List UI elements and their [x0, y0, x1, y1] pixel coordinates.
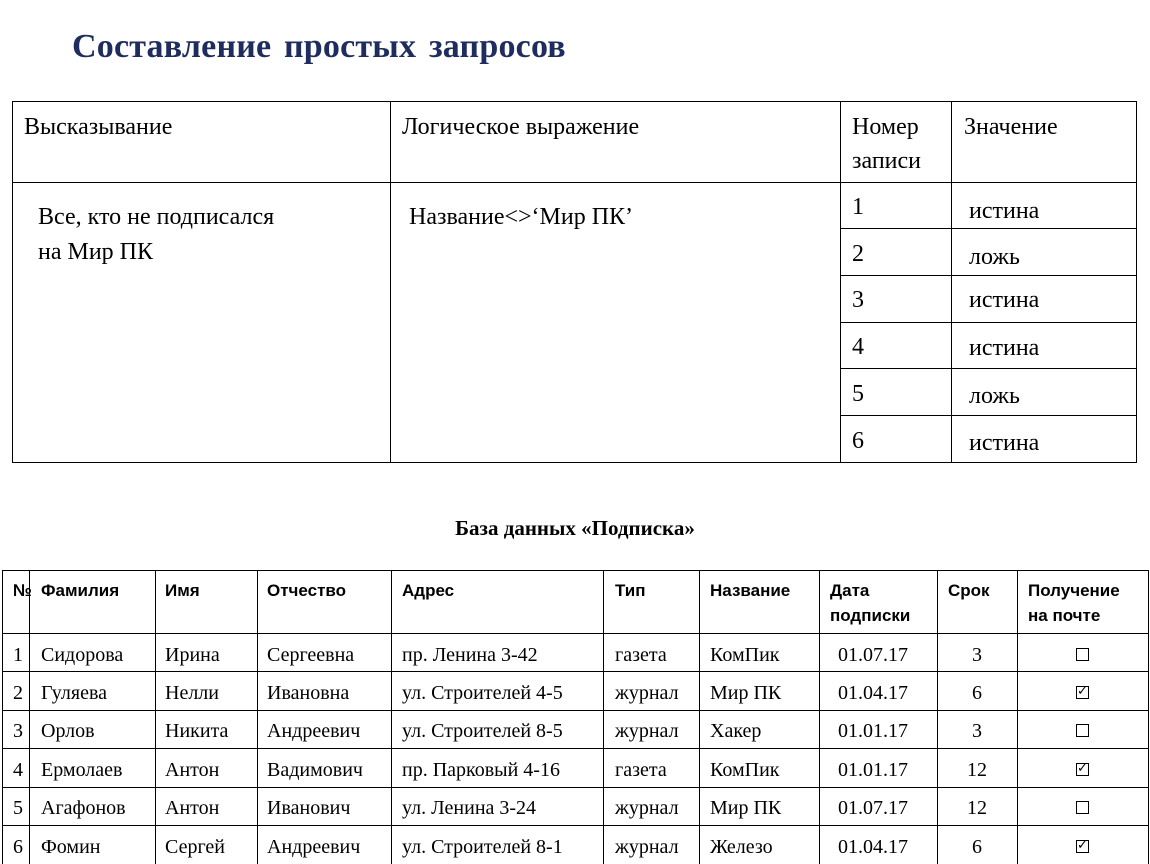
cell-surname: Агафонов	[41, 797, 126, 819]
record-value: истина	[969, 198, 1040, 224]
cell-name: Ирина	[165, 644, 220, 666]
cell-num: 1	[13, 644, 23, 666]
divider	[3, 787, 1148, 788]
header-statement: Высказывание	[24, 114, 173, 140]
cell-title: Мир ПК	[710, 797, 782, 819]
header-mail-line2: на почте	[1028, 606, 1101, 625]
divider	[840, 322, 1136, 323]
statement-line2: на Мир ПК	[38, 239, 154, 265]
cell-date: 01.01.17	[838, 720, 908, 742]
db-title: База данных «Подписка»	[455, 516, 695, 540]
mail-checkbox-checked-icon[interactable]: ✓	[1077, 761, 1088, 776]
header-type: Тип	[615, 581, 646, 600]
cell-address: ул. Строителей 4-5	[402, 682, 563, 704]
mail-checkbox-checked-icon[interactable]: ✓	[1077, 684, 1088, 699]
cell-type: газета	[615, 644, 667, 666]
cell-num: 4	[13, 759, 23, 781]
statement-line1: Все, кто не подписался	[38, 204, 275, 230]
cell-patronymic: Андреевич	[267, 836, 361, 858]
record-value: истина	[969, 430, 1040, 456]
cell-num: 5	[13, 797, 23, 819]
cell-date: 01.01.17	[838, 759, 908, 781]
cell-type: газета	[615, 759, 667, 781]
header-patronymic: Отчество	[267, 581, 347, 600]
record-value: истина	[969, 287, 1040, 313]
cell-patronymic: Ивановна	[267, 682, 350, 704]
header-address: Адрес	[402, 581, 455, 600]
cell-address: ул. Строителей 8-1	[402, 836, 563, 858]
cell-patronymic: Андреевич	[267, 720, 361, 742]
cell-surname: Гуляева	[41, 682, 108, 704]
cell-type: журнал	[615, 682, 679, 704]
divider	[257, 571, 258, 864]
cell-name: Антон	[165, 797, 220, 819]
header-num: №	[13, 581, 32, 600]
divider	[1017, 571, 1018, 864]
divider	[840, 368, 1136, 369]
header-value: Значение	[964, 114, 1058, 140]
divider	[3, 671, 1148, 672]
divider	[391, 571, 392, 864]
divider	[840, 228, 1136, 229]
divider	[390, 102, 391, 462]
cell-title: КомПик	[710, 759, 780, 781]
divider	[951, 102, 952, 462]
cell-term: 6	[972, 836, 982, 858]
divider	[3, 825, 1148, 826]
cell-address: ул. Ленина 3-24	[402, 797, 537, 819]
record-value: истина	[969, 335, 1040, 361]
mail-checkbox-unchecked-icon[interactable]	[1076, 648, 1089, 661]
cell-date: 01.07.17	[838, 644, 908, 666]
cell-title: Хакер	[710, 720, 762, 742]
cell-num: 2	[13, 682, 23, 704]
cell-surname: Фомин	[41, 836, 101, 858]
cell-term: 12	[967, 797, 987, 819]
cell-term: 3	[972, 644, 982, 666]
cell-surname: Сидорова	[41, 644, 124, 666]
mail-checkbox-checked-icon[interactable]: ✓	[1077, 838, 1088, 853]
cell-surname: Орлов	[41, 720, 95, 742]
divider	[3, 710, 1148, 711]
cell-patronymic: Вадимович	[267, 759, 363, 781]
cell-type: журнал	[615, 797, 679, 819]
cell-patronymic: Сергеевна	[267, 644, 355, 666]
header-date-line1: Дата	[830, 581, 870, 600]
header-expression: Логическое выражение	[402, 114, 640, 140]
header-title: Название	[710, 581, 791, 600]
cell-term: 12	[967, 759, 987, 781]
divider	[840, 415, 1136, 416]
cell-date: 01.04.17	[838, 682, 908, 704]
record-number: 6	[852, 428, 864, 454]
query-table	[12, 101, 1137, 463]
cell-name: Антон	[165, 759, 220, 781]
cell-term: 3	[972, 720, 982, 742]
cell-type: журнал	[615, 720, 679, 742]
header-date-line2: подписки	[830, 606, 911, 625]
divider	[699, 571, 700, 864]
header-mail-line1: Получение	[1028, 581, 1120, 600]
cell-title: Железо	[710, 836, 773, 858]
cell-name: Никита	[165, 720, 229, 742]
cell-date: 01.04.17	[838, 836, 908, 858]
header-record-no-line1: Номер	[852, 114, 919, 140]
divider	[819, 571, 820, 864]
record-number: 3	[852, 287, 864, 313]
divider	[29, 571, 30, 864]
header-name: Имя	[165, 581, 200, 600]
cell-term: 6	[972, 682, 982, 704]
cell-address: ул. Строителей 8-5	[402, 720, 563, 742]
header-surname: Фамилия	[41, 581, 120, 600]
record-number: 5	[852, 381, 864, 407]
divider	[155, 571, 156, 864]
cell-title: Мир ПК	[710, 682, 782, 704]
cell-address: пр. Парковый 4-16	[402, 759, 560, 781]
cell-date: 01.07.17	[838, 797, 908, 819]
divider	[3, 633, 1148, 634]
divider	[840, 102, 841, 462]
page-title: Составление простых запросов	[72, 28, 566, 65]
record-number: 2	[852, 241, 864, 267]
divider	[13, 182, 1136, 183]
divider	[3, 748, 1148, 749]
cell-num: 3	[13, 720, 23, 742]
cell-num: 6	[13, 836, 23, 858]
cell-type: журнал	[615, 836, 679, 858]
cell-name: Сергей	[165, 836, 225, 858]
header-record-no-line2: записи	[852, 148, 921, 174]
cell-name: Нелли	[165, 682, 219, 704]
cell-surname: Ермолаев	[41, 759, 123, 781]
cell-address: пр. Ленина 3-42	[402, 644, 538, 666]
mail-checkbox-unchecked-icon[interactable]	[1076, 724, 1089, 737]
header-term: Срок	[948, 581, 990, 600]
divider	[840, 275, 1136, 276]
record-number: 1	[852, 194, 864, 220]
cell-title: КомПик	[710, 644, 780, 666]
record-value: ложь	[969, 383, 1020, 409]
record-value: ложь	[969, 244, 1020, 270]
record-number: 4	[852, 334, 864, 360]
cell-patronymic: Иванович	[267, 797, 351, 819]
divider	[937, 571, 938, 864]
mail-checkbox-unchecked-icon[interactable]	[1076, 801, 1089, 814]
divider	[603, 571, 604, 864]
subscription-table	[2, 570, 1149, 864]
logical-expression: Название<>‘Мир ПК’	[409, 204, 634, 230]
